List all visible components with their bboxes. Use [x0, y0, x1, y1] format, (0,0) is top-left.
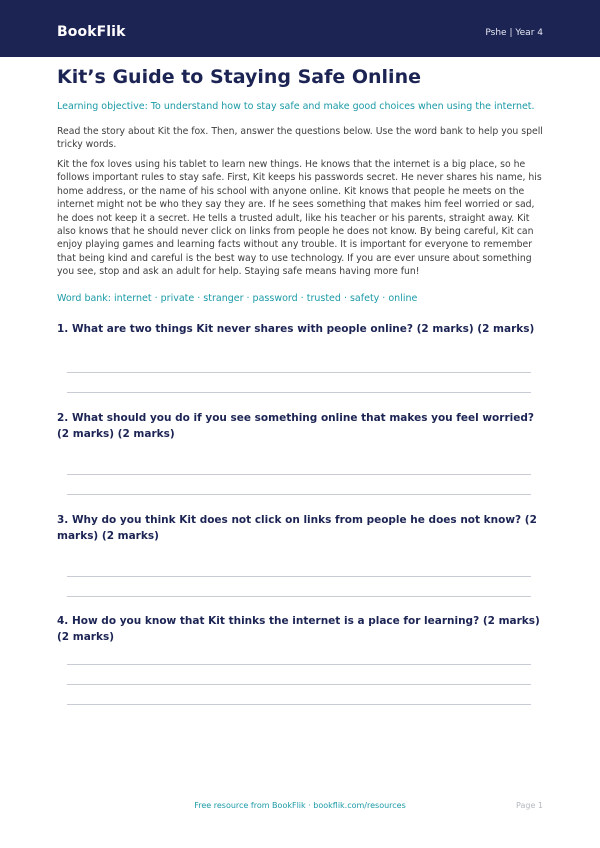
question-3: 3. Why do you think Kit does not click on links from people he does not know? (2 marks) (2 marks) [57, 514, 537, 542]
answer-line[interactable] [67, 704, 531, 705]
answer-line[interactable] [67, 372, 531, 373]
question-1: 1. What are two things Kit never shares with people online? (2 marks) (2 marks) [57, 323, 535, 335]
answer-line[interactable] [67, 596, 531, 597]
learning-objective: Learning objective: To understand how to stay safe and make good choices when using the internet. [57, 101, 535, 112]
story-text: Kit the fox loves using his tablet to learn new things. He knows that the internet is a big place, so he follows important rules to stay safe. First, Kit keeps his passwords secret. He never shares his name, his home address, or the name of his school with anyone online. Kit knows that people he meets on the internet might not be who they say they are. If he sees something that makes him feel worried or sad, he does not keep it a secret. He tells a trusted adult, like his teacher or his parents, straight away. Kit also knows that he should never click on links from people he does not know. By being careful, Kit can enjoy playing games and learning facts without any trouble. It is important for everyone to remember that being kind and careful is the best way to use technology. If you are ever unsure about something you see, stop and ask an adult for help. Staying safe means having more fun! [57, 159, 542, 278]
answer-line[interactable] [67, 684, 531, 685]
page-title: Kit’s Guide to Staying Safe Online [57, 66, 421, 88]
brand-logo-text[interactable]: BookFlik [57, 24, 126, 40]
word-bank: Word bank: internet · private · stranger · password · trusted · safety · online [57, 293, 418, 304]
page-number: Page 1 [516, 801, 543, 810]
instructions-text: Read the story about Kit the fox. Then, answer the questions below. Use the word bank to help you spell tricky words. [57, 126, 543, 151]
footer-credit[interactable]: Free resource from BookFlik · bookflik.com/resources [194, 801, 406, 810]
page-header [0, 0, 600, 57]
answer-line[interactable] [67, 576, 531, 577]
answer-line[interactable] [67, 494, 531, 495]
question-2: 2. What should you do if you see something online that makes you feel worried? (2 marks) (2 marks) [57, 412, 534, 440]
subject-year-label: Pshe | Year 4 [485, 28, 543, 38]
answer-line[interactable] [67, 474, 531, 475]
answer-line[interactable] [67, 664, 531, 665]
question-4: 4. How do you know that Kit thinks the internet is a place for learning? (2 marks) (2 marks) [57, 615, 540, 643]
answer-line[interactable] [67, 392, 531, 393]
